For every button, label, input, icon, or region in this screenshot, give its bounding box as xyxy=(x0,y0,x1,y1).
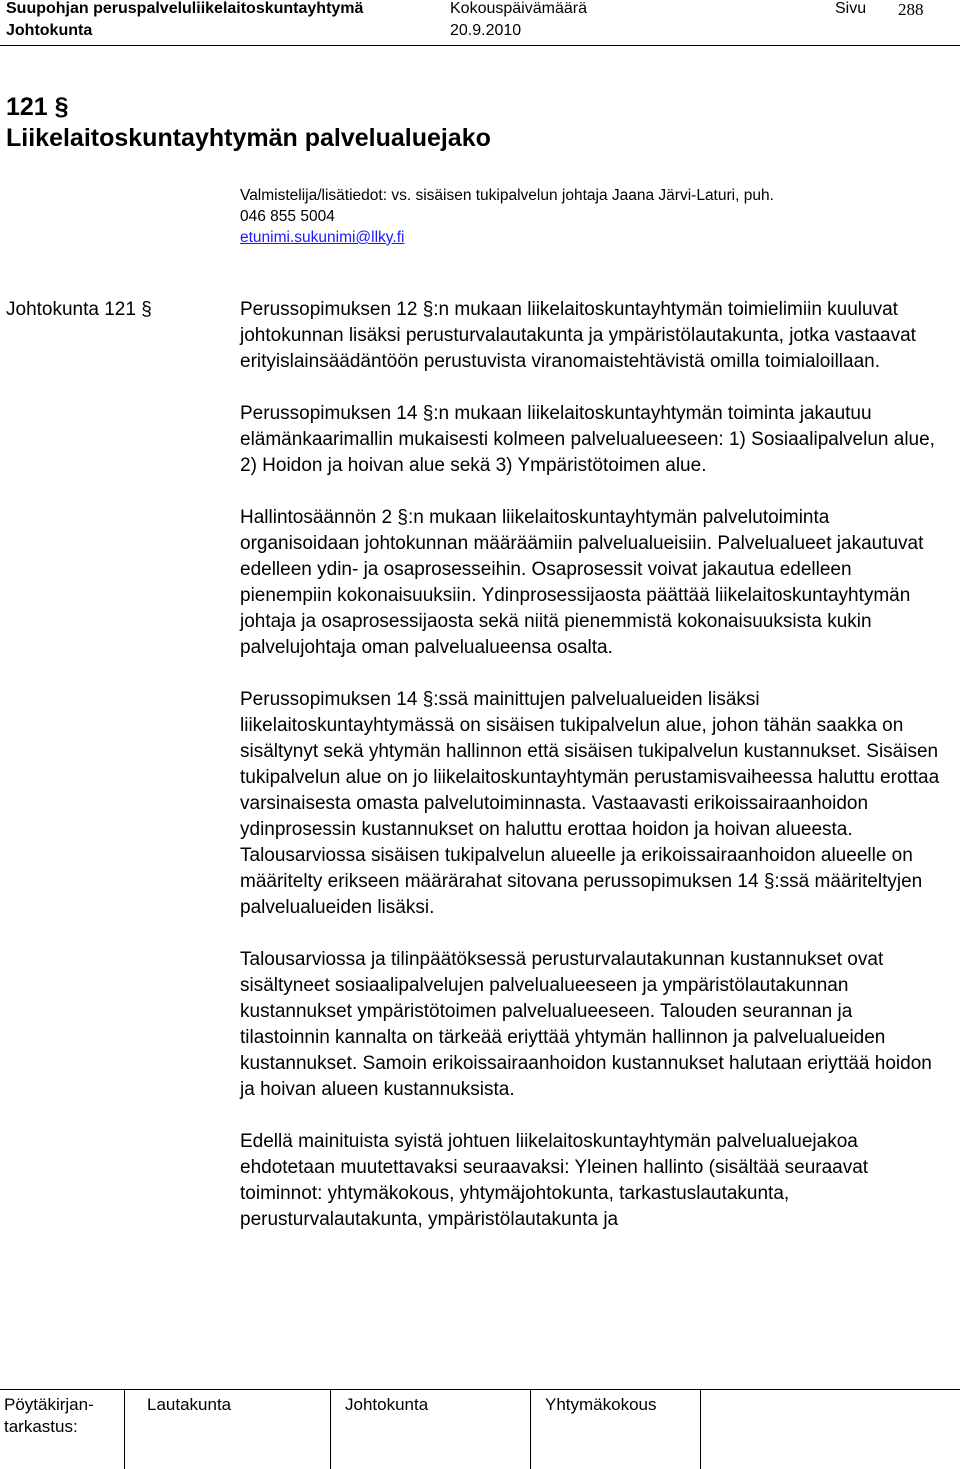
footer-column-divider xyxy=(330,1389,331,1469)
footer-yhtymakokous: Yhtymäkokous xyxy=(545,1395,657,1414)
minutes-checker-label: Pöytäkirjan- xyxy=(4,1395,94,1414)
section-title: Liikelaitoskuntayhtymän palvelualuejako xyxy=(6,124,491,152)
organization-name: Suupohjan peruspalveluliikelaitoskuntayhtymä xyxy=(6,0,364,17)
footer-column-divider xyxy=(530,1389,531,1469)
paragraph: Perussopimuksen 12 §:n mukaan liikelaitoskuntayhtymän toimielimiin kuuluvat johtokunnan lisäksi perusturvalautakunta ja ympäristölautakunta, jotka vastaavat erityislainsäädäntöön perustuvista viranomaistehtävistä omilla toimialoillaan. xyxy=(240,299,916,372)
section-number: 121 § xyxy=(6,93,69,121)
decision-text xyxy=(240,297,940,1259)
footer-lautakunta: Lautakunta xyxy=(147,1395,232,1414)
paragraph: Edellä mainituista syistä johtuen liikelaitoskuntayhtymän palvelualuejakoa ehdotetaan muutettavaksi seuraavaksi: Yleinen hallinto (sisältää seuraavat toiminnot: yhtymäkokous, yhtymäjohtokunta, tarkastuslautakunta, perusturvalautakunta, ympäristölautakunta ja xyxy=(240,1131,869,1230)
meeting-date-label: Kokouspäivämäärä xyxy=(450,0,587,17)
footer-johtokunta: Johtokunta xyxy=(345,1395,429,1414)
paragraph: Perussopimuksen 14 §:ssä mainittujen palvelualueiden lisäksi liikelaitoskuntayhtymässä on sisäisen tukipalvelun alue, johon tähän saakka on sisältynyt sekä yhtymän hallinnon että sisäisen tukipalvelun kustannukset. Sisäisen tukipalvelun alue on jo liikelaitoskuntayhtymän perustamisvaiheessa haluttu erottaa varsinaisesta omasta palvelutoiminnasta. Vastaavasti erikoissairaanhoidon ydinprosessin kustannukset on haluttu erottaa hoidon ja hoivan alueesta. Talousarviossa sisäisen tukipalvelun alueelle ja erikoissairaanhoidon alueelle on määritelty erikseen määrärahat sitovana perussopimuksen 14 §:ssä määriteltyjen palvelualueiden lisäksi. xyxy=(240,689,940,918)
minutes-checker-label-cont: tarkastus: xyxy=(4,1417,78,1436)
preparer-phone: 046 855 5004 xyxy=(240,208,335,225)
paragraph: Hallintosäännön 2 §:n mukaan liikelaitoskuntayhtymän palvelutoiminta organisoidaan johtokunnan määräämiin palvelualueisiin. Palvelualueet jakautuvat edelleen ydin- ja osaprosesseihin. Osaprosessit voivat jakautua edelleen pienempiin kokonaisuuksiin. Ydinprosessijaosta päättää liikelaitoskuntayhtymän johtaja ja osaprosessijaosta sekä niitä pienemmistä kokonaisuuksista kukin palvelujohtaja oman palvelualueensa osalta. xyxy=(240,507,924,658)
page-number: 288 xyxy=(898,0,924,19)
header-divider xyxy=(0,45,960,46)
footer-divider xyxy=(0,1389,960,1390)
footer-column-divider xyxy=(124,1389,125,1469)
paragraph: Perussopimuksen 14 §:n mukaan liikelaitoskuntayhtymän toiminta jakautuu elämänkaarimallin mukaisesti kolmeen palvelualueeseen: 1) Sosiaalipalvelun alue, 2) Hoidon ja hoivan alue sekä 3) Ympäristötoimen alue. xyxy=(240,403,935,476)
preparer-info: Valmistelija/lisätiedot: vs. sisäisen tukipalvelun johtaja Jaana Järvi-Laturi, puh. xyxy=(240,187,774,204)
agenda-item-label: Johtokunta 121 § xyxy=(6,299,152,320)
footer-column-divider xyxy=(700,1389,701,1469)
preparer-email-link[interactable]: etunimi.sukunimi@llky.fi xyxy=(240,229,405,246)
paragraph: Talousarviossa ja tilinpäätöksessä perusturvalautakunnan kustannukset ovat sisältyneet sosiaalipalvelujen palvelualueeseen ja ympäristölautakunnan kustannukset ympäristötoimen palvelualueeseen. Talouden seurannan ja tilastoinnin kannalta on tärkeää eriyttää yhtymän hallinnon ja palvelualueiden kustannukset. Samoin erikoissairaanhoidon kustannukset halutaan eriyttää hoidon ja hoivan alueen kustannuksista. xyxy=(240,949,932,1100)
body-name: Johtokunta xyxy=(6,22,93,39)
meeting-date: 20.9.2010 xyxy=(450,22,522,39)
page-label: Sivu xyxy=(835,0,867,17)
